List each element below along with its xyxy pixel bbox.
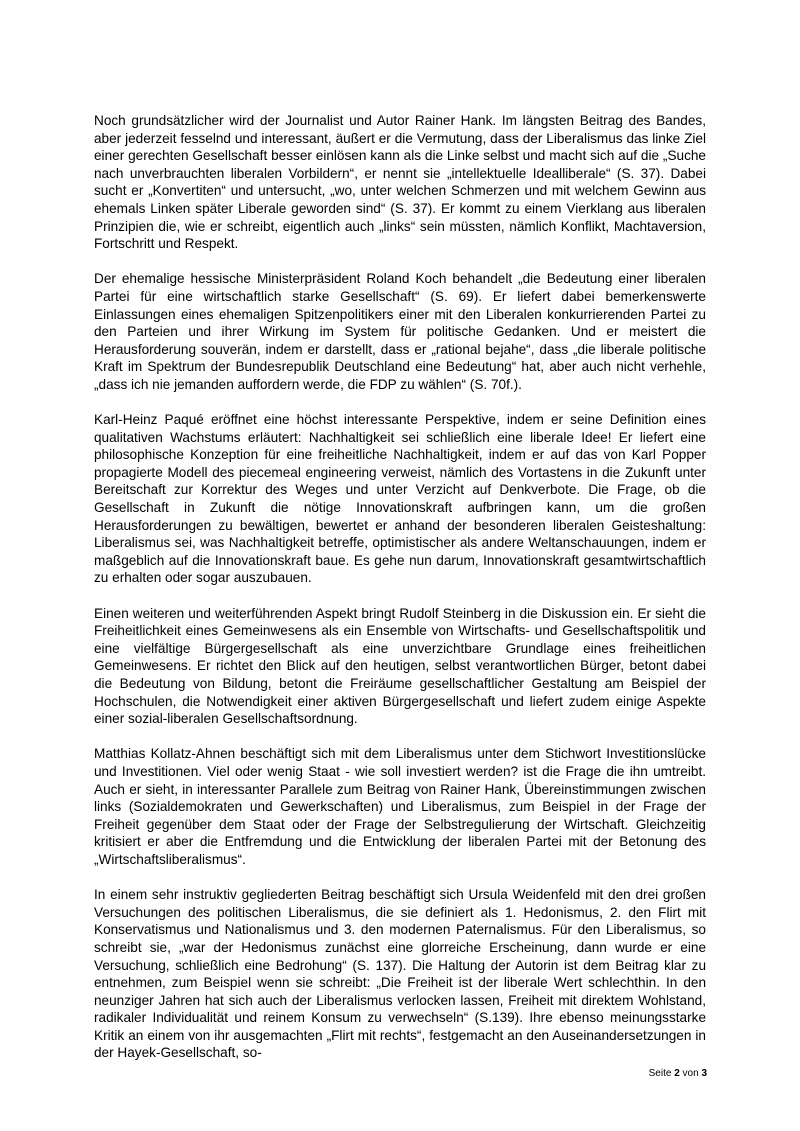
- footer-separator: von: [682, 1068, 699, 1079]
- document-body: [94, 112, 706, 1080]
- paragraph-kollatz-ahnen: Matthias Kollatz-Ahnen beschäftigt sich mit dem Liberalismus unter dem Stichwort Investitionslücke und Investitionen. Viel oder wenig Staat - wie soll investiert werden? ist die Frage die ihn umtreibt. Auch er sieht, in interessanter Parallele zum Beitrag von Rainer Hank, Übereinstimmungen zwischen links (Sozialdemokraten und Gewerkschaften) und Liberalismus, zum Beispiel in der Frage der Freiheit gegenüber dem Staat oder der Frage der Selbstregulierung der Wirtschaft. Gleichzeitig kritisiert er aber die Entfremdung und die Entwicklung der liberalen Partei mit der Betonung des „Wirtschaftsliberalismus“.: [94, 746, 706, 867]
- paragraph-paque: Karl-Heinz Paqué eröffnet eine höchst interessante Perspektive, indem er seine Definition eines qualitativen Wachstums erläutert: Nachhaltigkeit sei schließlich eine liberale Idee! Er liefert eine philosophische Konzeption für eine freiheitliche Nachhaltigkeit, indem er auf das von Karl Popper propagierte Modell des piecemeal engineering verweist, nämlich des Vortastens in die Zukunft unter Bereitschaft zur Korrektur des Weges und unter Verzicht auf Denkverbote. Die Frage, ob die Gesellschaft in Zukunft die nötige Innovationskraft aufbringen kann, um die großen Herausforderungen zu bewältigen, bewertet er anhand der besonderen liberalen Geisteshaltung: Liberalismus sei, was Nachhaltigkeit betreffe, optimistischer als andere Weltanschauungen, indem er maßgeblich auf die Innovationskraft baue. Es gehe nun darum, Innovationskraft gesamtwirtschaftlich zu erhalten oder sogar auszubauen.: [94, 412, 706, 586]
- footer-current-page: 2: [674, 1068, 680, 1079]
- footer-total-pages: 3: [701, 1068, 707, 1079]
- page-number-footer: [649, 1068, 707, 1079]
- paragraph-koch: Der ehemalige hessische Ministerpräsident Roland Koch behandelt „die Bedeutung einer liberalen Partei für eine wirtschaftlich starke Gesellschaft“ (S. 69). Er liefert dabei bemerkenswerte Einlassungen eines ehemaligen Spitzenpolitikers einer mit den Liberalen konkurrierenden Partei zu den Parteien und ihrer Wirkung im System für politische Gedanken. Und er meistert die Herausforderung souverän, indem er darstellt, dass er „rational bejahe“, dass „die liberale politische Kraft im Spektrum der Bundesrepublik Deutschland eine Bedeutung“ hat, aber auch nicht verhehle, „dass ich nie jemanden auffordern werde, die FDP zu wählen“ (S. 70f.).: [94, 271, 706, 392]
- footer-prefix: Seite: [648, 1068, 672, 1079]
- paragraph-hank: Noch grundsätzlicher wird der Journalist und Autor Rainer Hank. Im längsten Beitrag des Bandes, aber jederzeit fesselnd und interessant, äußert er die Vermutung, dass der Liberalismus das linke Ziel einer gerechten Gesellschaft besser einlösen kann als die Linke selbst und macht sich auf die „Suche nach unverbrauchten liberalen Vorbildern“, er nennt sie „intellektuelle Idealliberale“ (S. 37). Dabei sucht er „Konvertiten“ und untersucht, „wo, unter welchen Schmerzen und mit welchem Gewinn aus ehemals Linken später Liberale geworden sind“ (S. 37). Er kommt zu einem Vierklang aus liberalen Prinzipien die, wie er schreibt, eigentlich auch „links“ sein müssten, nämlich Konflikt, Machtaversion, Fortschritt und Respekt.: [94, 113, 706, 252]
- paragraph-weidenfeld: In einem sehr instruktiv gegliederten Beitrag beschäftigt sich Ursula Weidenfeld mit den drei großen Versuchungen des politischen Liberalismus, die sie definiert als 1. Hedonismus, 2. den Flirt mit Konservatismus und Nationalismus und 3. den modernen Paternalismus. Für den Liberalismus, so schreibt sie, „war der Hedonismus zunächst eine glorreiche Erscheinung, dann wurde er eine Versuchung, schließlich eine Bedrohung“ (S. 137). Die Haltung der Autorin ist dem Beitrag klar zu entnehmen, zum Beispiel wenn sie schreibt: „Die Freiheit ist der liberale Wert schlechthin. In den neunziger Jahren hat sich auch der Liberalismus verlocken lassen, Freiheit mit direktem Wohlstand, radikaler Individualität und reinem Konsum zu verwechseln“ (S.139). Ihre ebenso meinungsstarke Kritik an einem von ihr ausgemachten „Flirt mit rechts“, festgemacht an den Auseinandersetzungen in der Hayek-Gesellschaft, so-: [94, 887, 706, 1061]
- paragraph-steinberg: Einen weiteren und weiterführenden Aspekt bringt Rudolf Steinberg in die Diskussion ein. Er sieht die Freiheitlichkeit eines Gemeinwesens als ein Ensemble von Wirtschafts- und Gesellschaftspolitik und eine vielfältige Bürgergesellschaft als eine unverzichtbare Grundlage eines freiheitlichen Gemeinwesens. Er richtet den Blick auf den heutigen, selbst verantwortlichen Bürger, betont dabei die Bedeutung von Bildung, betont die Freiräume gesellschaftlicher Gestaltung am Beispiel der Hochschulen, die Notwendigkeit einer aktiven Bürgergesellschaft und liefert zudem einige Aspekte einer sozial-liberalen Gesellschaftsordnung.: [94, 605, 706, 727]
